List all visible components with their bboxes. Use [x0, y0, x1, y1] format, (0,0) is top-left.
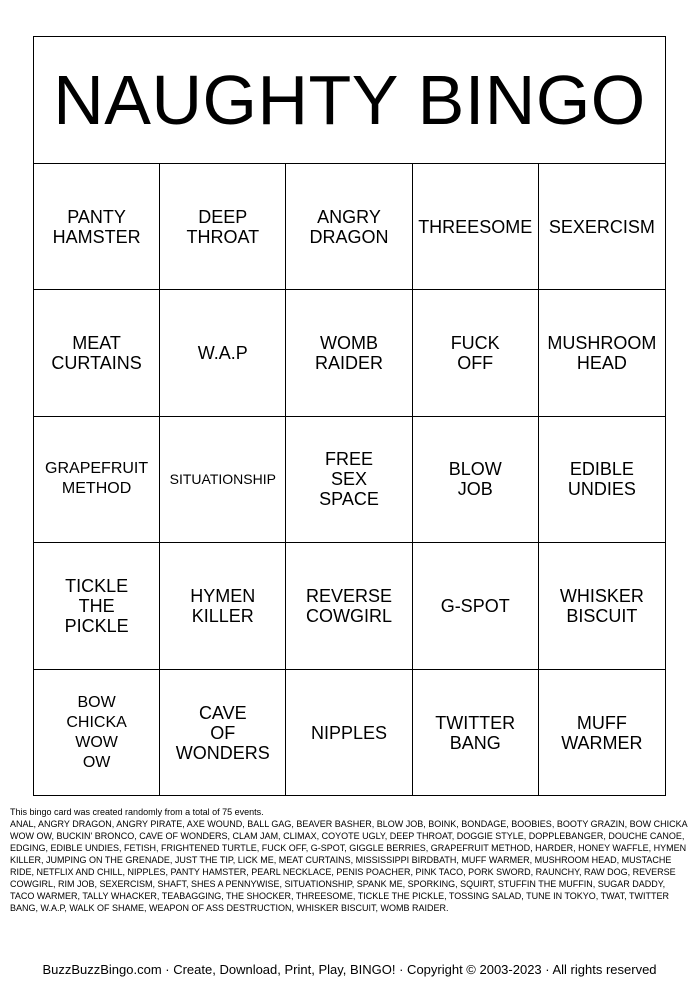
bingo-cell: G-SPOT — [413, 543, 539, 669]
bingo-cell: ANGRY DRAGON — [286, 164, 412, 290]
bingo-cell: SITUATIONSHIP — [160, 417, 286, 543]
bingo-cell: NIPPLES — [286, 670, 412, 796]
bingo-cell: GRAPEFRUIT METHOD — [34, 417, 160, 543]
bingo-cell: FUCK OFF — [413, 290, 539, 416]
bingo-cell: BOW CHICKA WOW OW — [34, 670, 160, 796]
bingo-cell: MUFF WARMER — [561, 712, 643, 753]
bingo-cell: W.A.P — [160, 290, 286, 416]
bingo-cell: MEAT CURTAINS — [34, 290, 160, 416]
bingo-cell: HYMEN KILLER — [160, 543, 286, 669]
site-footer: BuzzBuzzBingo.com · Create, Download, Print, Play, BINGO! · Copyright © 2003-2023 · All rights reserved — [42, 962, 657, 977]
bingo-cell: WHISKER BISCUIT — [539, 543, 665, 669]
bingo-cell: CAVE OF WONDERS — [160, 670, 286, 796]
card-title: NAUGHTY BINGO — [34, 37, 665, 164]
bingo-card — [33, 36, 666, 796]
bingo-cell: BLOW JOB — [413, 417, 539, 543]
bingo-cell: TWITTER BANG — [413, 670, 539, 796]
note-intro: This bingo card was created randomly from a total of 75 events. — [10, 807, 264, 817]
bingo-cell: TICKLE THE PICKLE — [34, 543, 160, 669]
bingo-cell: EDIBLE UNDIES — [539, 417, 665, 543]
bingo-cell: MUSHROOM HEAD — [539, 290, 665, 416]
bingo-cell: FREE SEX SPACE — [286, 417, 412, 543]
bingo-cell: DEEP THROAT — [160, 164, 286, 290]
note-events: ANAL, ANGRY DRAGON, ANGRY PIRATE, AXE WOUND, BALL GAG, BEAVER BASHER, BLOW JOB, BOINK, BONDAGE, BOOBIES, BOOTY GRAZIN, BOW CHICKA WOW OW, BUCKIN' BRONCO, CAVE OF WONDERS, CLAM JAM, CLIMAX, COYOTE UGLY, DEEP THROAT, DOGGIE STYLE, DOPPLEBANGER, DOUCHE CANOE, EDGING, EDIBLE UNDIES, FETISH, FRIGHTENED TURTLE, FUCK OFF, G-SPOT, GIGGLE BERRIES, GRAPEFRUIT METHOD, HARDER, HONEY WAFFLE, HYMEN KILLER, JUMPING ON THE GRENADE, JUST THE TIP, LICK ME, MEAT CURTAINS, MISSISSIPPI BIRDBATH, MUFF WARMER, MUSHROOM HEAD, MUSTACHE RIDE, NETFLIX AND CHILL, NIPPLES, PANTY HAMSTER, PEARL NECKLACE, PENIS POACHER, PINK TACO, PORK SWORD, RAUNCHY, RAW DOG, REVERSE COWGIRL, RIM JOB, SEXERCISM, SHAFT, SHES A PENNYWISE, SITUATIONSHIP, SPANK ME, SPORKING, SQUIRT, STUFFIN THE MUFFIN, SUGAR DADDY, TACO WARMER, TALLY WHACKER, TEABAGGING, THE SHOCKER, THREESOME, TICKLE THE PICKLE, TOSSING SALAD, TUNE IN TOKYO, TWAT, TWITTER BANG, W.A.P, WALK OF SHAME, WEAPON OF ASS DESTRUCTION, WHISKER BISCUIT, WOMB RAIDER. — [10, 819, 688, 913]
card-note — [10, 806, 690, 914]
bingo-grid — [34, 164, 665, 796]
bingo-cell: WOMB RAIDER — [286, 290, 412, 416]
bingo-cell: REVERSE COWGIRL — [286, 543, 412, 669]
bingo-cell: THREESOME — [413, 164, 539, 290]
bingo-cell: PANTY HAMSTER — [34, 164, 160, 290]
bingo-cell: SEXERCISM — [539, 164, 665, 290]
